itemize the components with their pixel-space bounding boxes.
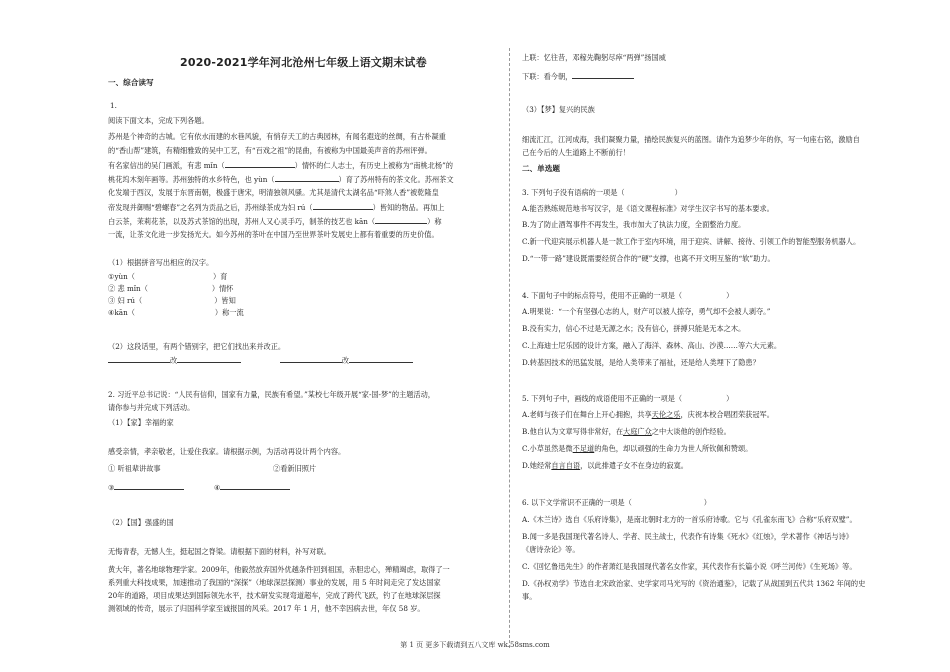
q2-part3: （3）【梦】复兴的民族	[522, 105, 595, 114]
q2-line: 请你参与并完成下列活动。	[108, 403, 195, 412]
answer-blank[interactable]	[114, 481, 184, 490]
passage-line: 化发端于西汉，发展于东晋南朝，极盛于唐宋，明清独领风骚。尤其是清代太湖名品“吓煞人香”被乾隆皇	[108, 188, 439, 197]
answer-blank[interactable]	[177, 354, 241, 363]
blank-kān[interactable]	[375, 215, 427, 224]
passage-line: 一流，让茶文化进一步发扬光大。如今苏州的茶叶在中国乃至世界茶叶发展史上都有着重要的历史价值。	[108, 230, 439, 239]
q2-part2-desc: 无悔青春，无憾人生，挺起国之脊梁。请根据下面的材料，补写对联。	[108, 547, 331, 556]
blank-yùn[interactable]	[275, 173, 339, 182]
activity-item: ②看新旧照片	[273, 464, 317, 473]
q5-stem: 5. 下列句子中，画线的成语使用不正确的一项是（ ）	[522, 394, 734, 403]
q2-part1: （1）【家】幸福的家	[108, 418, 174, 427]
activity-item: ③	[108, 481, 184, 493]
answer-blank[interactable]	[572, 70, 634, 79]
passage-line: 的“香山帮”建筑，有精细雅致的吴中工艺，有“百戏之祖”的昆曲，有被称为中国最美声音的苏州评弹。	[108, 146, 432, 155]
answer-blank[interactable]	[349, 354, 413, 363]
answer-blank[interactable]	[280, 354, 342, 363]
sub1-item: ①yùn（ ）育	[108, 272, 228, 281]
q5-option[interactable]: B.他自认为文章写得非常好，在大庭广众之中大谈他的创作经验。	[522, 427, 731, 436]
column-divider	[509, 48, 510, 648]
material-line: 20年的道路，项目成果达到国际领先水平，技术研发实现弯道超车，完成了跨代飞跃，钓了在地球深层探	[108, 591, 441, 600]
couplet-lower: 下联：看今朝，	[522, 70, 634, 82]
q4-option[interactable]: C.上海迪士尼乐园的设计方案，融入了海洋、森林、高山、沙漠……等六大元素。	[522, 341, 782, 350]
q5-option[interactable]: C.小草虽然是微不足道的角色，却以顽强的生命力为世人所钦佩和赞颂。	[522, 444, 753, 453]
q3-option[interactable]: D.“一带一路”建设既需要经贸合作的“硬”支撑，也离不开文明互鉴的“软”助力。	[522, 254, 775, 263]
passage-line: 帝发现并御赐“碧螺春”之名列为贡品之后，苏州绿茶成为妇 rú（ ）皆知的物品。再加上	[108, 203, 445, 212]
q6-stem: 6. 以下文学常识不正确的一项是（ ）	[522, 498, 711, 507]
material-line: 系列重大科技成果，加速推动了我国的“深探”（地球深层探测）事业的发展，用 5 年时间走完了发达国家	[108, 578, 441, 587]
passage-line: 苏州是个神奇的古城。它有依水而建的水巷风貌，有悄存天工的古典园林，有闻名遐迩的丝绸，有古朴凝重	[108, 132, 446, 141]
activity-item: ① 听祖辈讲故事	[108, 464, 161, 473]
page-footer: 第 1 页 更多下载请到五八文库 wk.58sms.com	[400, 641, 550, 649]
q4-option[interactable]: D.转基因技术的迅猛发展，是给人类带来了福祉，还是给人类埋下了隐患？	[522, 358, 760, 367]
couplet-upper: 上联：忆往昔，邓稼先鞠躬尽瘁“两弹”扬国威	[522, 53, 666, 62]
q6-option-cont: 《唐诗杂论》等。	[522, 545, 580, 554]
q1-intro: 阅读下面文本，完成下列各题。	[108, 116, 209, 125]
material-line: 测领域的传奇，展示了归国科学家至诚报国的风采。2017 年 1 月，他不幸因病去世，年仅 58 岁。	[108, 604, 425, 613]
passage-line: 有名家信出的吴门画派，有悲 mǐn（ ）情怀的仁人志士，有历史上被称为“南桃北杨”的	[108, 161, 453, 170]
sub1-item: ③ 妇 rú（ ）皆知	[108, 296, 236, 305]
blank-mǐn[interactable]	[225, 159, 295, 168]
q2-part2: （2）【国】强盛的国	[108, 518, 174, 527]
part3-desc: 细流汇江，江河成海，我们凝聚力量，描绘民族复兴的蓝图。请作为追梦少年的你，写一句座右铭，激励自	[522, 135, 860, 144]
sub1-item: ② 悲 mǐn（ ）情怀	[108, 284, 234, 293]
q4-stem: 4. 下面句子中的标点符号，使用不正确的一项是（ ）	[522, 291, 734, 300]
blank-rú[interactable]	[313, 201, 373, 210]
answer-blank[interactable]	[220, 481, 290, 490]
section-heading-1: 一、综合读写	[108, 78, 154, 87]
q6-option[interactable]: B.闻一多是我国现代著名诗人、学者、民主战士，代表作有诗集《死水》《红烛》，学术著作《神话与诗》	[522, 532, 853, 541]
paper-title: 2020-2021学年河北沧州七年级上语文期末试卷	[180, 56, 427, 69]
q4-option[interactable]: B.没有实力，信心不过是无源之水；没有信心，拼搏只能是无本之木。	[522, 324, 746, 333]
answer-blank[interactable]	[108, 354, 170, 363]
activity-item: ④	[214, 481, 290, 493]
part3-desc: 己在今后的人生道路上不断前行！	[522, 148, 630, 157]
q6-option[interactable]: A.《木兰诗》选自《乐府诗集》，是南北朝时北方的一首乐府诗歌。它与《孔雀东南飞》合称“乐府双璧”。	[522, 515, 857, 524]
q2-part1-desc: 感受亲情，孝亲敬老，让爱住我家。请根据示例，为活动再设计两个内容。	[108, 447, 346, 456]
q3-option[interactable]: B.为了防止酒驾事件不再发生，我市加大了执法力度，全面整治力度。	[522, 220, 746, 229]
q3-stem: 3. 下列句子没有语病的一项是（ ）	[522, 188, 682, 197]
q1-sub2: （2）这段话里，有两个错别字，把它们找出来并改正。	[108, 342, 286, 351]
q6-option[interactable]: D.《孙权劝学》节选自北宋政治家、史学家司马光写的《资治通鉴》，记载了从战国到五代共 1362 年间的史	[522, 579, 866, 588]
q2-line: 2. 习近平总书记说：“人民有信仰，国家有力量，民族有希望。”某校七年级开展“家-国-梦”的主题活动，	[108, 390, 435, 399]
q6-option-cont: 事。	[522, 592, 537, 601]
q5-option[interactable]: D.她经常自言自语，以此排遣子女不在身边的寂寞。	[522, 461, 688, 470]
section-heading-2: 二、单选题	[522, 164, 560, 173]
sub1-item: ④kān（ ）称一流	[108, 308, 244, 317]
q1-number: 1.	[110, 101, 117, 110]
q1-sub1: （1）根据拼音写出相应的汉字。	[108, 258, 214, 267]
material-line: 黄大年，著名地球物理学家。2009年，他毅然放弃国外优越条件回到祖国，赤胆忠心，殚精竭虑，取得了一	[108, 565, 450, 574]
q3-option[interactable]: C.新一代迎宾展示机器人是一款工作于室内环境，用于迎宾、讲解、接待、引领工作的智能型服务机器人。	[522, 237, 861, 246]
q3-option[interactable]: A.能否熟练规范地书写汉字，是《语文课程标准》对学生汉字书写的基本要求。	[522, 204, 774, 213]
q6-option[interactable]: C.《回忆鲁迅先生》的作者萧红是我国现代著名女作家，其代表作有长篇小说《呼兰河传》《生死场》等。	[522, 562, 857, 571]
q5-option[interactable]: A.老师与孩子们在舞台上开心拥抱，共享天伦之乐，庆祝本校合唱团荣获冠军。	[522, 410, 774, 419]
passage-line: 桃花坞木刻年画等。苏州独特的水乡特色，也 yùn（ ）育了苏州特有的茶文化。苏州茶文	[108, 175, 454, 184]
q4-option[interactable]: A.明果说：“一个有坚强心志的人，财产可以被人掠夺，勇气却不会被人剥夺。”	[522, 307, 771, 316]
sub2-answer-line: 改 改	[108, 354, 413, 366]
passage-line: 白云茶，茉莉花茶，以及苏式茶馆的出现，苏州人又心灵手巧，制茶的技艺也 kān（ ）称	[108, 217, 442, 226]
